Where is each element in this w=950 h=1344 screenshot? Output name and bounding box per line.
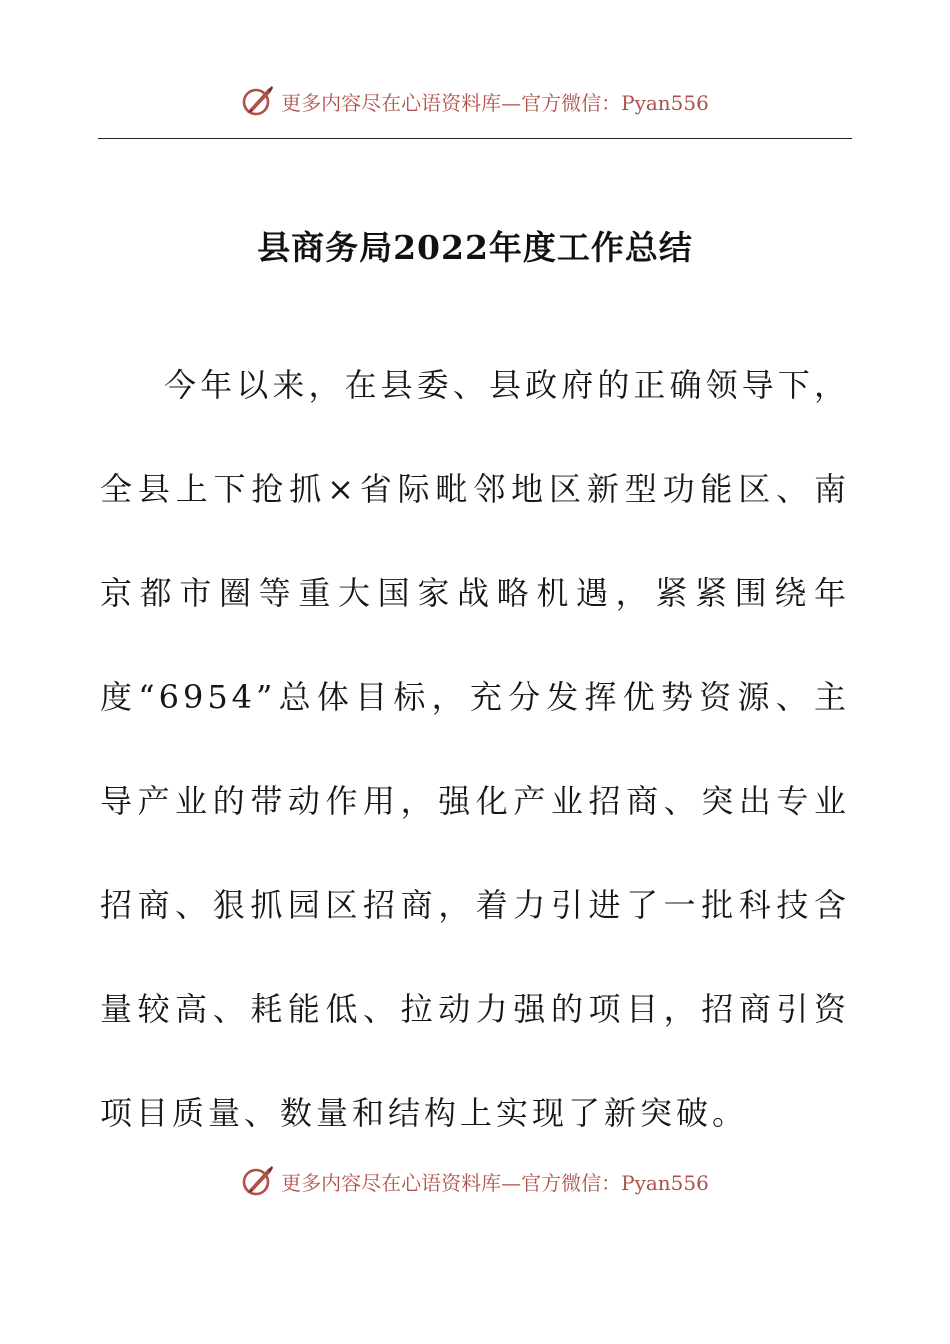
footer-banner-text: 更多内容尽在心语资料库—官方微信：Pyan556 <box>281 1170 709 1195</box>
document-paragraph: 今年以来，在县委、县政府的正确领导下，全县上下抢抓×省际毗邻地区新型功能区、南京都市圈等重大国家战略机遇，紧紧围绕年度“6954”总体目标，充分发挥优势资源、主导产业的带动作用，强化产业招商、突出专业招商、狠抓园区招商，着力引进了一批科技含量较高、耗能低、拉动力强的项目，招商引资项目质量、数量和结构上实现了新突破。 <box>100 366 850 1132</box>
document-title: 县商务局2022年度工作总结 <box>257 228 693 267</box>
quill-pen-logo-icon <box>241 1164 275 1198</box>
header-divider <box>98 138 852 139</box>
footer-banner <box>0 1164 950 1198</box>
header-banner-text: 更多内容尽在心语资料库—官方微信：Pyan556 <box>281 90 709 115</box>
header-banner <box>0 84 950 118</box>
quill-pen-logo-icon <box>241 84 275 118</box>
